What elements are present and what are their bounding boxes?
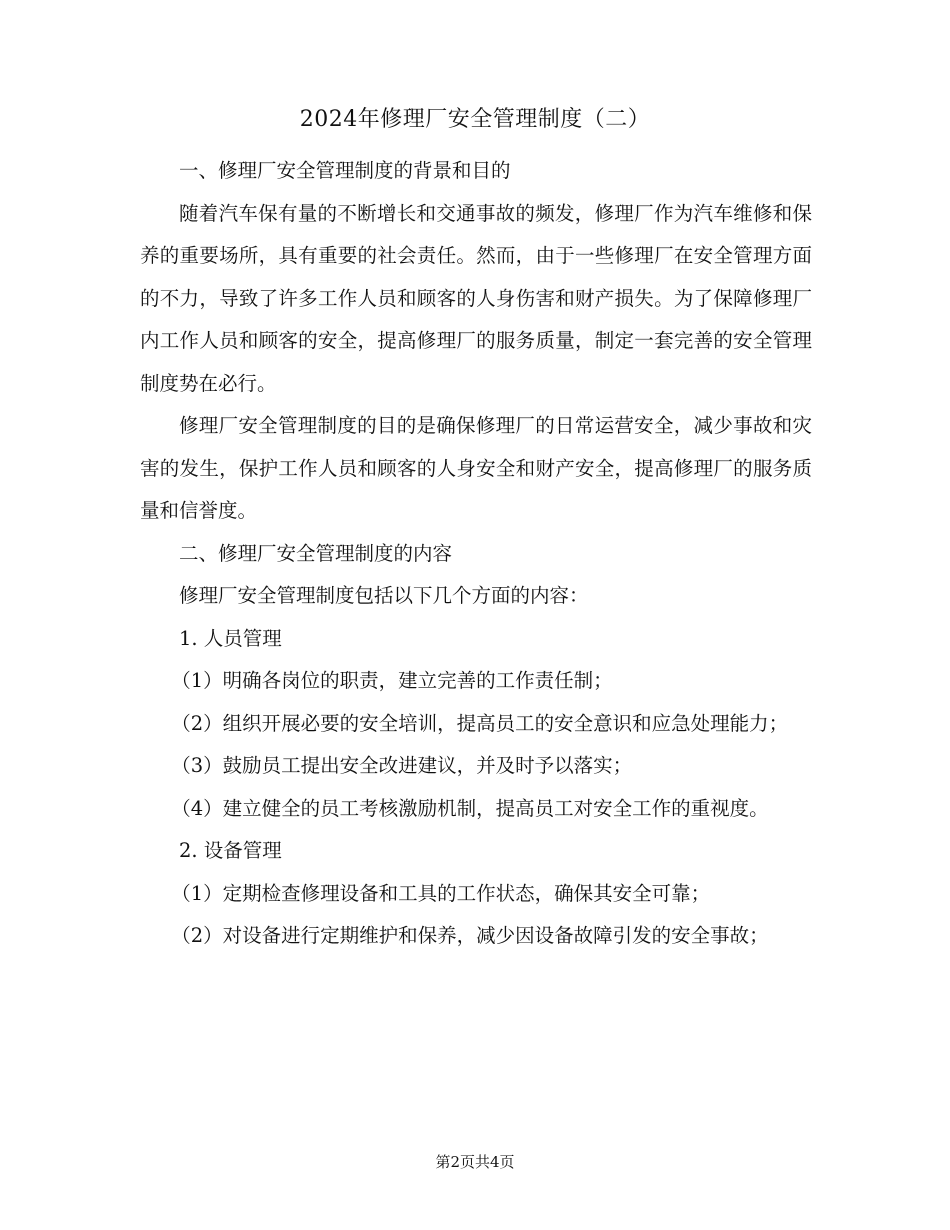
section-heading-1: 一、修理厂安全管理制度的背景和目的 [179,159,511,182]
list-item: （1）定期检查修理设备和工具的工作状态，确保其安全可靠； [171,881,711,905]
paragraph-purpose: 修理厂安全管理制度的目的是确保修理厂的日常运营安全，减少事故和灾害的发生，保护工作人员和顾客的人身安全和财产安全，提高修理厂的服务质量和信誉度。 [140,414,812,522]
list-item: （2）组织开展必要的安全培训，提高员工的安全意识和应急处理能力； [171,711,789,735]
list-item: （2）对设备进行定期维护和保养，减少因设备故障引发的安全事故； [171,924,769,947]
subheading-personnel: 1. 人员管理 [179,626,282,650]
document-body [140,150,812,958]
paragraph-contents-intro: 修理厂安全管理制度包括以下几个方面的内容： [179,584,589,607]
list-item: （1）明确各岗位的职责，建立完善的工作责任制； [171,669,613,692]
list-item: （4）建立健全的员工考核激励机制，提高员工对安全工作的重视度。 [171,796,769,820]
subheading-equipment: 2. 设备管理 [179,839,282,862]
paragraph-background: 随着汽车保有量的不断增长和交通事故的频发，修理厂作为汽车维修和保养的重要场所，具有重要的社会责任。然而，由于一些修理厂在安全管理方面的不力，导致了许多工作人员和顾客的人身伤害和财产损失。为了保障修理厂内工作人员和顾客的安全，提高修理厂的服务质量，制定一套完善的安全管理制度势在必行。 [140,201,812,395]
section-heading-2: 二、修理厂安全管理制度的内容 [179,541,453,565]
page-number-footer: 第2页共4页 [435,1153,515,1171]
document-title: 2024年修理厂安全管理制度（二） [299,107,651,132]
list-item: （3）鼓励员工提出安全改进建议，并及时予以落实； [171,754,633,777]
